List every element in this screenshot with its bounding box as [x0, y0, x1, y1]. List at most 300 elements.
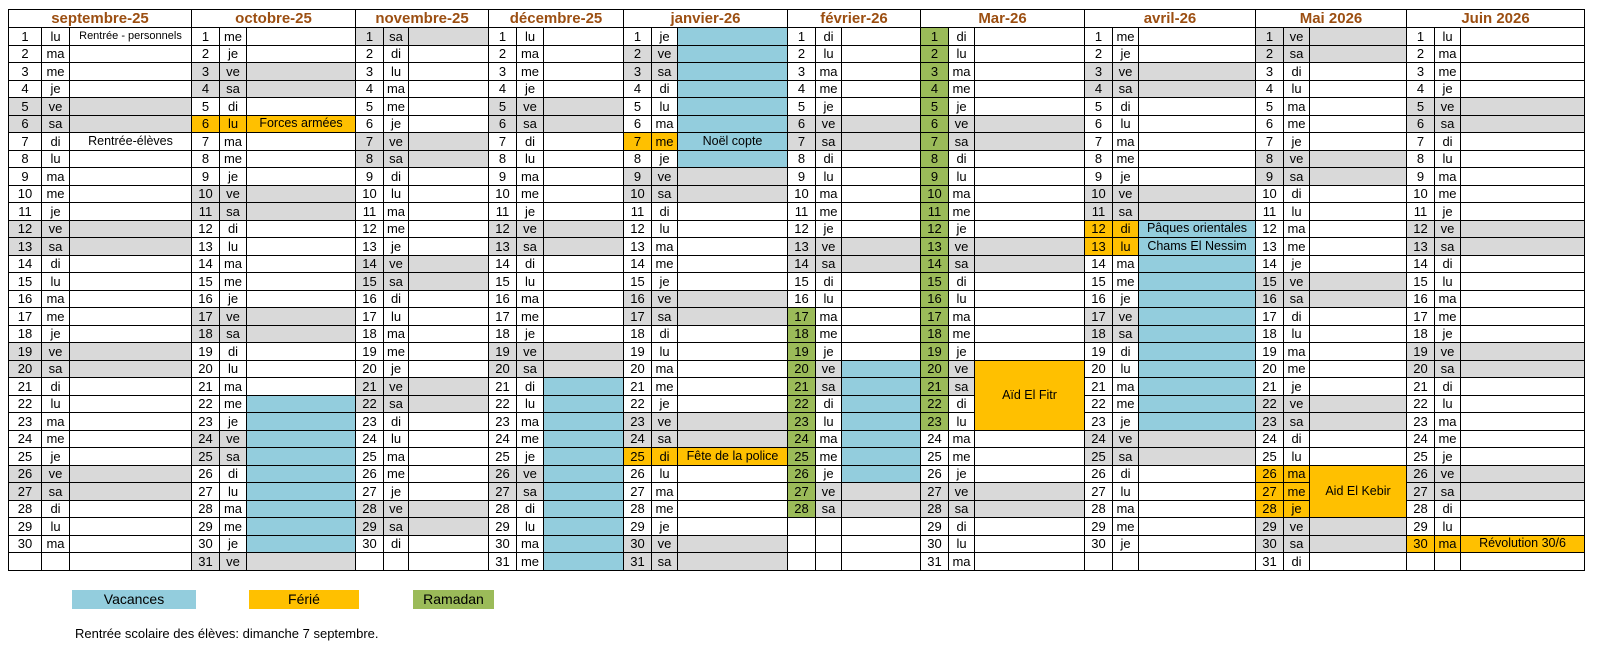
event-cell — [678, 360, 788, 378]
day-number: 15 — [624, 273, 652, 291]
event-cell — [975, 220, 1085, 238]
day-of-week: di — [220, 465, 247, 483]
day-number: 1 — [356, 28, 384, 46]
day-number: 12 — [1256, 220, 1284, 238]
day-number: 15 — [788, 273, 816, 291]
day-of-week: di — [517, 378, 544, 396]
day-number: 11 — [1085, 203, 1113, 221]
day-number: 15 — [921, 273, 949, 291]
day-of-week: di — [42, 133, 70, 151]
empty-cell — [409, 553, 489, 571]
day-of-week: me — [949, 448, 975, 466]
event-cell — [70, 185, 192, 203]
day-number: 10 — [9, 185, 42, 203]
event-cell — [1461, 483, 1585, 501]
day-of-week: lu — [1284, 80, 1310, 98]
month-header: octobre-25 — [192, 10, 356, 28]
day-number: 29 — [1256, 518, 1284, 536]
event-cell — [1139, 185, 1256, 203]
event-cell — [678, 80, 788, 98]
day-of-week: sa — [949, 500, 975, 518]
empty-cell — [356, 553, 384, 571]
day-number: 7 — [489, 133, 517, 151]
event-cell — [678, 553, 788, 571]
day-number: 28 — [1256, 500, 1284, 518]
day-number: 16 — [1407, 290, 1435, 308]
day-number: 16 — [489, 290, 517, 308]
day-of-week: sa — [42, 483, 70, 501]
event-cell — [1139, 360, 1256, 378]
event-cell — [1310, 28, 1407, 46]
calendar-row — [9, 290, 1585, 308]
event-cell — [678, 255, 788, 273]
event-cell — [1310, 325, 1407, 343]
day-number: 25 — [1085, 448, 1113, 466]
day-of-week: ma — [220, 500, 247, 518]
event-cell — [678, 63, 788, 81]
day-of-week: je — [652, 273, 678, 291]
day-number: 9 — [489, 168, 517, 186]
day-number: 31 — [489, 553, 517, 571]
event-cell — [409, 378, 489, 396]
day-number: 9 — [1407, 168, 1435, 186]
day-number: 4 — [1085, 80, 1113, 98]
day-of-week: ma — [220, 378, 247, 396]
day-number: 11 — [192, 203, 220, 221]
event-cell — [247, 273, 356, 291]
day-of-week: lu — [384, 63, 409, 81]
day-number: 4 — [1407, 80, 1435, 98]
calendar-body — [9, 28, 1585, 571]
event-cell — [842, 395, 921, 413]
day-number: 22 — [1085, 395, 1113, 413]
event-cell — [1461, 133, 1585, 151]
event-cell — [247, 203, 356, 221]
day-of-week: ve — [816, 238, 842, 256]
event-cell — [544, 413, 624, 431]
day-number: 3 — [9, 63, 42, 81]
month-header: Mar-26 — [921, 10, 1085, 28]
day-number: 13 — [1407, 238, 1435, 256]
event-cell — [1139, 203, 1256, 221]
calendar-row — [9, 28, 1585, 46]
event-cell — [1461, 308, 1585, 326]
day-of-week: sa — [1284, 290, 1310, 308]
event-cell — [544, 98, 624, 116]
day-number: 27 — [1085, 483, 1113, 501]
event-cell — [975, 430, 1085, 448]
day-number: 19 — [624, 343, 652, 361]
event-cell — [1139, 28, 1256, 46]
day-of-week: me — [384, 465, 409, 483]
day-number: 21 — [1256, 378, 1284, 396]
event-cell — [409, 448, 489, 466]
event-cell — [247, 98, 356, 116]
event-cell — [409, 63, 489, 81]
event-cell — [70, 465, 192, 483]
day-number: 25 — [624, 448, 652, 466]
day-of-week: je — [220, 290, 247, 308]
event-cell: Rentrée - personnels — [70, 28, 192, 46]
day-of-week: di — [384, 535, 409, 553]
day-number: 16 — [9, 290, 42, 308]
event-cell — [678, 28, 788, 46]
day-number: 24 — [192, 430, 220, 448]
day-number: 26 — [1256, 465, 1284, 483]
day-number: 15 — [489, 273, 517, 291]
day-number: 17 — [1256, 308, 1284, 326]
day-number: 5 — [489, 98, 517, 116]
day-of-week: ve — [1435, 465, 1461, 483]
event-cell — [1461, 430, 1585, 448]
day-of-week: ma — [42, 290, 70, 308]
calendar-row — [9, 80, 1585, 98]
event-cell — [70, 483, 192, 501]
day-number: 14 — [9, 255, 42, 273]
school-calendar-table — [8, 9, 1585, 571]
day-of-week: di — [1435, 133, 1461, 151]
day-number: 3 — [356, 63, 384, 81]
day-of-week: ve — [220, 185, 247, 203]
calendar-row — [9, 63, 1585, 81]
day-of-week: sa — [42, 115, 70, 133]
day-of-week: sa — [949, 255, 975, 273]
day-number: 8 — [1407, 150, 1435, 168]
day-of-week: me — [652, 500, 678, 518]
day-number: 13 — [921, 238, 949, 256]
event-cell — [678, 238, 788, 256]
event-cell — [1461, 325, 1585, 343]
day-of-week: je — [1113, 45, 1139, 63]
event-cell — [1461, 413, 1585, 431]
event-cell — [409, 395, 489, 413]
event-cell — [842, 115, 921, 133]
event-cell — [975, 98, 1085, 116]
day-number: 14 — [192, 255, 220, 273]
event-cell — [842, 45, 921, 63]
day-of-week: je — [384, 238, 409, 256]
day-number: 13 — [192, 238, 220, 256]
event-cell — [1139, 535, 1256, 553]
event-cell — [975, 308, 1085, 326]
day-of-week: lu — [816, 413, 842, 431]
day-number: 14 — [489, 255, 517, 273]
event-cell — [544, 133, 624, 151]
day-of-week: lu — [652, 98, 678, 116]
day-number: 10 — [192, 185, 220, 203]
day-of-week: ma — [1284, 220, 1310, 238]
event-cell — [975, 150, 1085, 168]
day-number: 20 — [356, 360, 384, 378]
day-of-week: di — [1284, 308, 1310, 326]
day-number: 4 — [788, 80, 816, 98]
day-of-week: lu — [220, 115, 247, 133]
day-of-week: sa — [1113, 203, 1139, 221]
event-cell — [678, 308, 788, 326]
event-cell — [842, 63, 921, 81]
day-of-week: lu — [1284, 203, 1310, 221]
day-number: 8 — [1256, 150, 1284, 168]
day-number: 23 — [1256, 413, 1284, 431]
event-cell — [1310, 448, 1407, 466]
day-of-week: lu — [652, 220, 678, 238]
day-of-week: sa — [517, 238, 544, 256]
day-number: 21 — [192, 378, 220, 396]
day-of-week: sa — [652, 63, 678, 81]
day-number: 24 — [489, 430, 517, 448]
day-of-week: lu — [42, 150, 70, 168]
event-cell — [678, 465, 788, 483]
event-cell — [1139, 448, 1256, 466]
day-number: 22 — [921, 395, 949, 413]
event-cell — [70, 273, 192, 291]
day-number: 27 — [1256, 483, 1284, 501]
day-number: 17 — [921, 308, 949, 326]
month-header: Juin 2026 — [1407, 10, 1585, 28]
event-cell — [409, 465, 489, 483]
day-of-week: di — [816, 150, 842, 168]
day-number: 13 — [356, 238, 384, 256]
event-cell — [975, 80, 1085, 98]
event-cell — [1139, 98, 1256, 116]
day-of-week: je — [517, 80, 544, 98]
event-cell — [1310, 238, 1407, 256]
day-number: 21 — [1085, 378, 1113, 396]
event-cell — [247, 430, 356, 448]
event-cell: Forces armées — [247, 115, 356, 133]
day-of-week: me — [816, 80, 842, 98]
day-of-week: lu — [1435, 150, 1461, 168]
day-of-week: lu — [949, 413, 975, 431]
day-number: 28 — [921, 500, 949, 518]
day-of-week: me — [1435, 308, 1461, 326]
event-cell — [70, 80, 192, 98]
day-of-week: ve — [384, 255, 409, 273]
day-of-week: ve — [384, 500, 409, 518]
event-cell — [1139, 413, 1256, 431]
event-cell — [70, 325, 192, 343]
day-number: 29 — [624, 518, 652, 536]
day-of-week: di — [652, 203, 678, 221]
day-number: 19 — [921, 343, 949, 361]
day-of-week: me — [1284, 360, 1310, 378]
day-of-week: lu — [816, 290, 842, 308]
day-of-week: me — [1284, 115, 1310, 133]
day-number: 12 — [356, 220, 384, 238]
day-of-week: ma — [1284, 343, 1310, 361]
day-number: 5 — [356, 98, 384, 116]
day-of-week: je — [220, 45, 247, 63]
month-header: Mai 2026 — [1256, 10, 1407, 28]
event-cell — [1310, 63, 1407, 81]
event-cell — [247, 308, 356, 326]
event-cell — [247, 500, 356, 518]
event-cell — [409, 203, 489, 221]
empty-cell — [842, 535, 921, 553]
day-number: 27 — [624, 483, 652, 501]
day-number: 1 — [1085, 28, 1113, 46]
event-cell — [678, 500, 788, 518]
calendar-row — [9, 273, 1585, 291]
day-of-week: lu — [517, 28, 544, 46]
day-of-week: di — [384, 290, 409, 308]
day-number: 23 — [788, 413, 816, 431]
event-cell — [1461, 168, 1585, 186]
day-of-week: me — [220, 28, 247, 46]
day-of-week: sa — [816, 255, 842, 273]
day-number: 23 — [624, 413, 652, 431]
day-of-week: ve — [1435, 220, 1461, 238]
day-of-week: lu — [42, 273, 70, 291]
event-cell — [70, 290, 192, 308]
day-of-week: lu — [517, 273, 544, 291]
day-of-week: ma — [384, 203, 409, 221]
day-number: 30 — [1407, 535, 1435, 553]
day-number: 12 — [192, 220, 220, 238]
empty-cell — [842, 553, 921, 571]
day-of-week: me — [652, 378, 678, 396]
day-number: 11 — [1407, 203, 1435, 221]
day-of-week: me — [384, 343, 409, 361]
rentree-note: Rentrée scolaire des élèves: dimanche 7 septembre. — [75, 626, 379, 641]
empty-cell — [1139, 553, 1256, 571]
day-number: 8 — [192, 150, 220, 168]
day-of-week: sa — [384, 150, 409, 168]
day-number: 30 — [1256, 535, 1284, 553]
day-of-week: di — [1435, 378, 1461, 396]
day-of-week: je — [517, 448, 544, 466]
day-of-week: ve — [1284, 518, 1310, 536]
day-number: 7 — [1407, 133, 1435, 151]
event-cell — [678, 290, 788, 308]
calendar-row — [9, 238, 1585, 256]
day-of-week: je — [1113, 413, 1139, 431]
day-number: 1 — [9, 28, 42, 46]
day-of-week: me — [42, 430, 70, 448]
day-of-week: je — [42, 80, 70, 98]
day-of-week: ma — [220, 255, 247, 273]
day-number: 4 — [192, 80, 220, 98]
calendar-row — [9, 308, 1585, 326]
day-of-week: lu — [1435, 28, 1461, 46]
event-cell — [842, 430, 921, 448]
day-of-week: me — [384, 220, 409, 238]
day-number: 19 — [9, 343, 42, 361]
event-cell — [678, 325, 788, 343]
day-number: 25 — [788, 448, 816, 466]
event-cell — [842, 185, 921, 203]
day-of-week: sa — [220, 325, 247, 343]
day-of-week: me — [652, 255, 678, 273]
day-number: 15 — [1407, 273, 1435, 291]
day-number: 24 — [1085, 430, 1113, 448]
day-of-week: sa — [384, 273, 409, 291]
day-number: 3 — [489, 63, 517, 81]
day-of-week: lu — [220, 360, 247, 378]
day-of-week: ma — [517, 413, 544, 431]
day-of-week: di — [652, 325, 678, 343]
day-number: 11 — [624, 203, 652, 221]
day-number: 14 — [1256, 255, 1284, 273]
day-of-week: lu — [42, 395, 70, 413]
event-cell — [1310, 220, 1407, 238]
event-cell — [1139, 255, 1256, 273]
day-number: 6 — [624, 115, 652, 133]
calendar-row — [9, 395, 1585, 413]
day-number: 18 — [1085, 325, 1113, 343]
day-number: 20 — [624, 360, 652, 378]
day-of-week: di — [220, 220, 247, 238]
day-number: 29 — [1085, 518, 1113, 536]
day-number: 25 — [1256, 448, 1284, 466]
event-cell — [1461, 80, 1585, 98]
day-number: 3 — [1407, 63, 1435, 81]
event-cell — [1461, 203, 1585, 221]
day-number: 24 — [921, 430, 949, 448]
day-number: 5 — [788, 98, 816, 116]
day-of-week: ve — [1284, 395, 1310, 413]
day-number: 24 — [624, 430, 652, 448]
event-cell — [1310, 518, 1407, 536]
day-number: 8 — [9, 150, 42, 168]
event-cell — [409, 518, 489, 536]
day-number: 8 — [489, 150, 517, 168]
day-number: 20 — [1085, 360, 1113, 378]
event-cell — [544, 28, 624, 46]
day-of-week: me — [220, 273, 247, 291]
day-of-week: ve — [1284, 28, 1310, 46]
day-number: 11 — [1256, 203, 1284, 221]
event-cell — [544, 80, 624, 98]
event-cell — [975, 483, 1085, 501]
day-number: 4 — [1256, 80, 1284, 98]
calendar-row — [9, 535, 1585, 553]
month-header: avril-26 — [1085, 10, 1256, 28]
event-cell — [1139, 290, 1256, 308]
day-of-week: je — [1284, 500, 1310, 518]
event-cell — [1139, 308, 1256, 326]
day-number: 10 — [1407, 185, 1435, 203]
event-cell — [544, 168, 624, 186]
day-number: 5 — [1256, 98, 1284, 116]
legend-ramadan: Ramadan — [413, 590, 494, 609]
day-number: 14 — [1085, 255, 1113, 273]
day-number: 17 — [1085, 308, 1113, 326]
event-cell — [842, 98, 921, 116]
day-of-week: je — [1284, 255, 1310, 273]
day-number: 16 — [788, 290, 816, 308]
event-cell — [247, 448, 356, 466]
event-cell — [70, 238, 192, 256]
event-cell — [409, 500, 489, 518]
event-cell — [975, 448, 1085, 466]
day-of-week: me — [42, 185, 70, 203]
event-cell — [678, 98, 788, 116]
day-of-week: je — [816, 465, 842, 483]
day-number: 29 — [1407, 518, 1435, 536]
event-cell — [842, 168, 921, 186]
day-number: 18 — [1256, 325, 1284, 343]
empty-cell — [42, 553, 70, 571]
day-number: 19 — [192, 343, 220, 361]
event-cell — [544, 115, 624, 133]
day-of-week: me — [949, 325, 975, 343]
event-cell — [842, 203, 921, 221]
event-cell — [247, 150, 356, 168]
event-cell — [70, 98, 192, 116]
event-cell — [247, 220, 356, 238]
event-cell — [544, 220, 624, 238]
